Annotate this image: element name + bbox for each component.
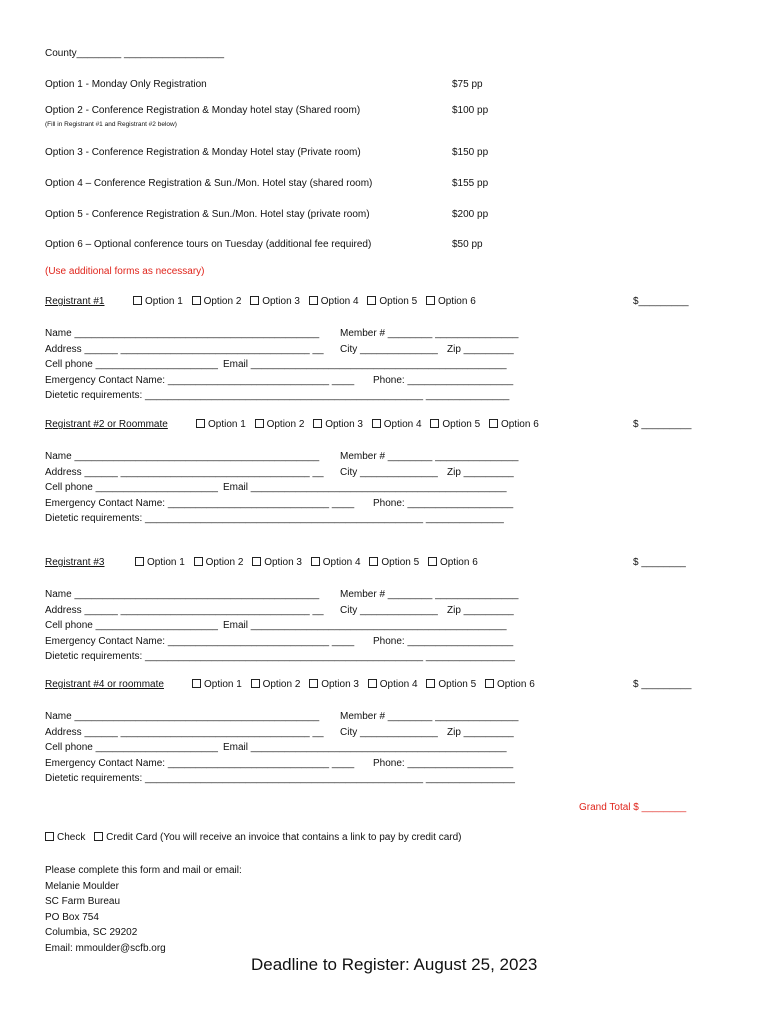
option-checkbox[interactable]: Option 5 <box>367 296 417 307</box>
option-checkbox[interactable]: Option 5 <box>369 557 419 568</box>
registrant-1-title: Registrant #1 <box>45 296 105 307</box>
checkbox-icon[interactable] <box>368 679 377 688</box>
option-2-note: (Fill in Registrant #1 and Registrant #2 below) <box>45 121 177 128</box>
option-4-price: $155 pp <box>452 178 489 189</box>
option-checkbox[interactable]: Option 4 <box>311 557 361 568</box>
city-field[interactable]: City ______________ <box>340 466 438 478</box>
address-field[interactable]: Address ______ __________________________________ __ <box>45 726 324 738</box>
dietetic-field[interactable]: Dietetic requirements: __________________________________________________ ________________ <box>45 651 515 662</box>
registrant-4-fields <box>45 709 525 787</box>
option-2-label: Option 2 - Conference Registration & Monday hotel stay (Shared room) <box>45 105 361 116</box>
registrant-3-fields <box>45 587 525 665</box>
email-field[interactable]: Email ______________________________________________ <box>223 620 507 631</box>
checkbox-icon[interactable] <box>309 296 318 305</box>
option-checkbox[interactable]: Option 2 <box>192 296 242 307</box>
cell-phone-field[interactable]: Cell phone ______________________ <box>45 620 218 631</box>
registrant-2-options <box>196 419 545 430</box>
checkbox-icon[interactable] <box>489 419 498 428</box>
mail-instruction: Please complete this form and mail or email: <box>45 865 242 876</box>
emergency-contact-field[interactable]: Emergency Contact Name: _____________________________ ____ <box>45 757 355 769</box>
phone-field[interactable]: Phone: ___________________ <box>373 757 514 769</box>
cell-phone-field[interactable]: Cell phone ______________________ <box>45 359 218 370</box>
option-checkbox[interactable]: Option 4 <box>372 419 422 430</box>
phone-field[interactable]: Phone: ___________________ <box>373 497 514 509</box>
option-checkbox[interactable]: Option 6 <box>489 419 539 430</box>
cell-phone-field[interactable]: Cell phone ______________________ <box>45 742 218 753</box>
option-checkbox[interactable]: Option 1 <box>135 557 185 568</box>
checkbox-icon[interactable] <box>252 557 261 566</box>
option-checkbox[interactable]: Option 1 <box>133 296 183 307</box>
option-checkbox[interactable]: Option 3 <box>250 296 300 307</box>
dietetic-field[interactable]: Dietetic requirements: __________________________________________________ _______________ <box>45 390 510 401</box>
registrant-2-amount[interactable]: $ _________ <box>633 419 692 430</box>
address-field[interactable]: Address ______ __________________________________ __ <box>45 343 324 355</box>
option-checkbox[interactable]: Option 4 <box>309 296 359 307</box>
checkbox-icon[interactable] <box>192 296 201 305</box>
registrant-4-amount[interactable]: $ _________ <box>633 679 692 690</box>
email-field[interactable]: Email ______________________________________________ <box>223 742 507 753</box>
name-field[interactable]: Name ____________________________________________ <box>45 589 320 600</box>
option-5-price: $200 pp <box>452 209 489 220</box>
zip-field[interactable]: Zip _________ <box>447 466 514 478</box>
deadline: Deadline to Register: August 25, 2023 <box>251 955 538 974</box>
name-field[interactable]: Name ____________________________________________ <box>45 711 320 722</box>
option-checkbox[interactable]: Option 5 <box>426 679 476 690</box>
checkbox-icon[interactable] <box>428 557 437 566</box>
registrant-3-options <box>135 557 484 568</box>
zip-field[interactable]: Zip _________ <box>447 343 514 355</box>
emergency-contact-field[interactable]: Emergency Contact Name: _____________________________ ____ <box>45 635 355 647</box>
checkbox-icon[interactable] <box>313 419 322 428</box>
member-field[interactable]: Member # ________ _______________ <box>340 589 519 600</box>
checkbox-icon[interactable] <box>45 832 54 841</box>
city-field[interactable]: City ______________ <box>340 604 438 616</box>
member-field[interactable]: Member # ________ _______________ <box>340 711 519 722</box>
checkbox-icon[interactable] <box>194 557 203 566</box>
checkbox-icon[interactable] <box>367 296 376 305</box>
zip-field[interactable]: Zip _________ <box>447 604 514 616</box>
address-field[interactable]: Address ______ __________________________________ __ <box>45 466 324 478</box>
option-checkbox[interactable]: Option 1 <box>192 679 242 690</box>
checkbox-icon[interactable] <box>192 679 201 688</box>
registrant-2-fields <box>45 449 525 527</box>
dietetic-field[interactable]: Dietetic requirements: __________________________________________________ ______________ <box>45 513 504 524</box>
checkbox-icon[interactable] <box>485 679 494 688</box>
grand-total[interactable]: Grand Total $ ________ <box>579 802 687 813</box>
option-6-label: Option 6 – Optional conference tours on Tuesday (additional fee required) <box>45 239 372 250</box>
credit-card-option[interactable]: Credit Card (You will receive an invoice that contains a link to pay by credit card) <box>94 832 461 843</box>
dietetic-field[interactable]: Dietetic requirements: __________________________________________________ ________________ <box>45 773 515 784</box>
emergency-contact-field[interactable]: Emergency Contact Name: _____________________________ ____ <box>45 374 355 386</box>
option-5-label: Option 5 - Conference Registration & Sun./Mon. Hotel stay (private room) <box>45 209 370 220</box>
option-checkbox[interactable]: Option 2 <box>255 419 305 430</box>
registrant-4-options <box>192 679 541 690</box>
checkbox-icon[interactable] <box>133 296 142 305</box>
checkbox-icon[interactable] <box>255 419 264 428</box>
contact-email: Email: mmoulder@scfb.org <box>45 942 166 954</box>
option-checkbox[interactable]: Option 6 <box>426 296 476 307</box>
phone-field[interactable]: Phone: ___________________ <box>373 374 514 386</box>
registrant-3-amount[interactable]: $ ________ <box>633 557 686 568</box>
checkbox-icon[interactable] <box>426 679 435 688</box>
option-2-price: $100 pp <box>452 105 489 116</box>
mailing-info <box>45 863 242 956</box>
option-checkbox[interactable]: Option 6 <box>485 679 535 690</box>
city-field[interactable]: City ______________ <box>340 726 438 738</box>
option-checkbox[interactable]: Option 2 <box>194 557 244 568</box>
option-3-label: Option 3 - Conference Registration & Monday Hotel stay (Private room) <box>45 147 361 158</box>
emergency-contact-field[interactable]: Emergency Contact Name: _____________________________ ____ <box>45 497 355 509</box>
option-checkbox[interactable]: Option 3 <box>313 419 363 430</box>
option-checkbox[interactable]: Option 2 <box>251 679 301 690</box>
check-option[interactable]: Check <box>45 832 85 843</box>
member-field[interactable]: Member # ________ _______________ <box>340 328 519 339</box>
registrant-1-options <box>133 296 482 307</box>
checkbox-icon[interactable] <box>369 557 378 566</box>
name-field[interactable]: Name ____________________________________________ <box>45 328 320 339</box>
option-4-label: Option 4 – Conference Registration & Sun./Mon. Hotel stay (shared room) <box>45 178 373 189</box>
registrant-1-fields <box>45 326 525 404</box>
checkbox-icon[interactable] <box>426 296 435 305</box>
option-checkbox[interactable]: Option 5 <box>430 419 480 430</box>
checkbox-icon[interactable] <box>372 419 381 428</box>
contact-name: Melanie Moulder <box>45 880 119 892</box>
zip-field[interactable]: Zip _________ <box>447 726 514 738</box>
registrant-3-title: Registrant #3 <box>45 557 105 568</box>
option-1-price: $75 pp <box>452 79 483 90</box>
registrant-2-title: Registrant #2 or Roommate <box>45 419 168 430</box>
checkbox-icon[interactable] <box>309 679 318 688</box>
name-field[interactable]: Name ____________________________________________ <box>45 451 320 462</box>
checkbox-icon[interactable] <box>94 832 103 841</box>
option-3-price: $150 pp <box>452 147 489 158</box>
county-field[interactable]: County________ __________________ <box>45 48 225 59</box>
checkbox-icon[interactable] <box>311 557 320 566</box>
option-6-price: $50 pp <box>452 239 483 250</box>
checkbox-icon[interactable] <box>196 419 205 428</box>
option-checkbox[interactable]: Option 1 <box>196 419 246 430</box>
checkbox-icon[interactable] <box>135 557 144 566</box>
cell-phone-field[interactable]: Cell phone ______________________ <box>45 482 218 493</box>
additional-forms-note: (Use additional forms as necessary) <box>45 266 205 277</box>
contact-po-box: PO Box 754 <box>45 911 99 923</box>
option-checkbox[interactable]: Option 4 <box>368 679 418 690</box>
checkbox-icon[interactable] <box>430 419 439 428</box>
checkbox-icon[interactable] <box>251 679 260 688</box>
city-field[interactable]: City ______________ <box>340 343 438 355</box>
address-field[interactable]: Address ______ __________________________________ __ <box>45 604 324 616</box>
checkbox-icon[interactable] <box>250 296 259 305</box>
contact-city: Columbia, SC 29202 <box>45 927 138 938</box>
option-1-label: Option 1 - Monday Only Registration <box>45 79 207 90</box>
option-checkbox[interactable]: Option 6 <box>428 557 478 568</box>
payment-options <box>45 832 462 843</box>
registrant-1-amount[interactable]: $_________ <box>633 296 689 307</box>
member-field[interactable]: Member # ________ _______________ <box>340 451 519 462</box>
registrant-4-title: Registrant #4 or roommate <box>45 679 164 690</box>
contact-org: SC Farm Bureau <box>45 896 121 907</box>
email-field[interactable]: Email ______________________________________________ <box>223 482 507 493</box>
phone-field[interactable]: Phone: ___________________ <box>373 635 514 647</box>
email-field[interactable]: Email ______________________________________________ <box>223 359 507 370</box>
option-checkbox[interactable]: Option 3 <box>309 679 359 690</box>
option-checkbox[interactable]: Option 3 <box>252 557 302 568</box>
